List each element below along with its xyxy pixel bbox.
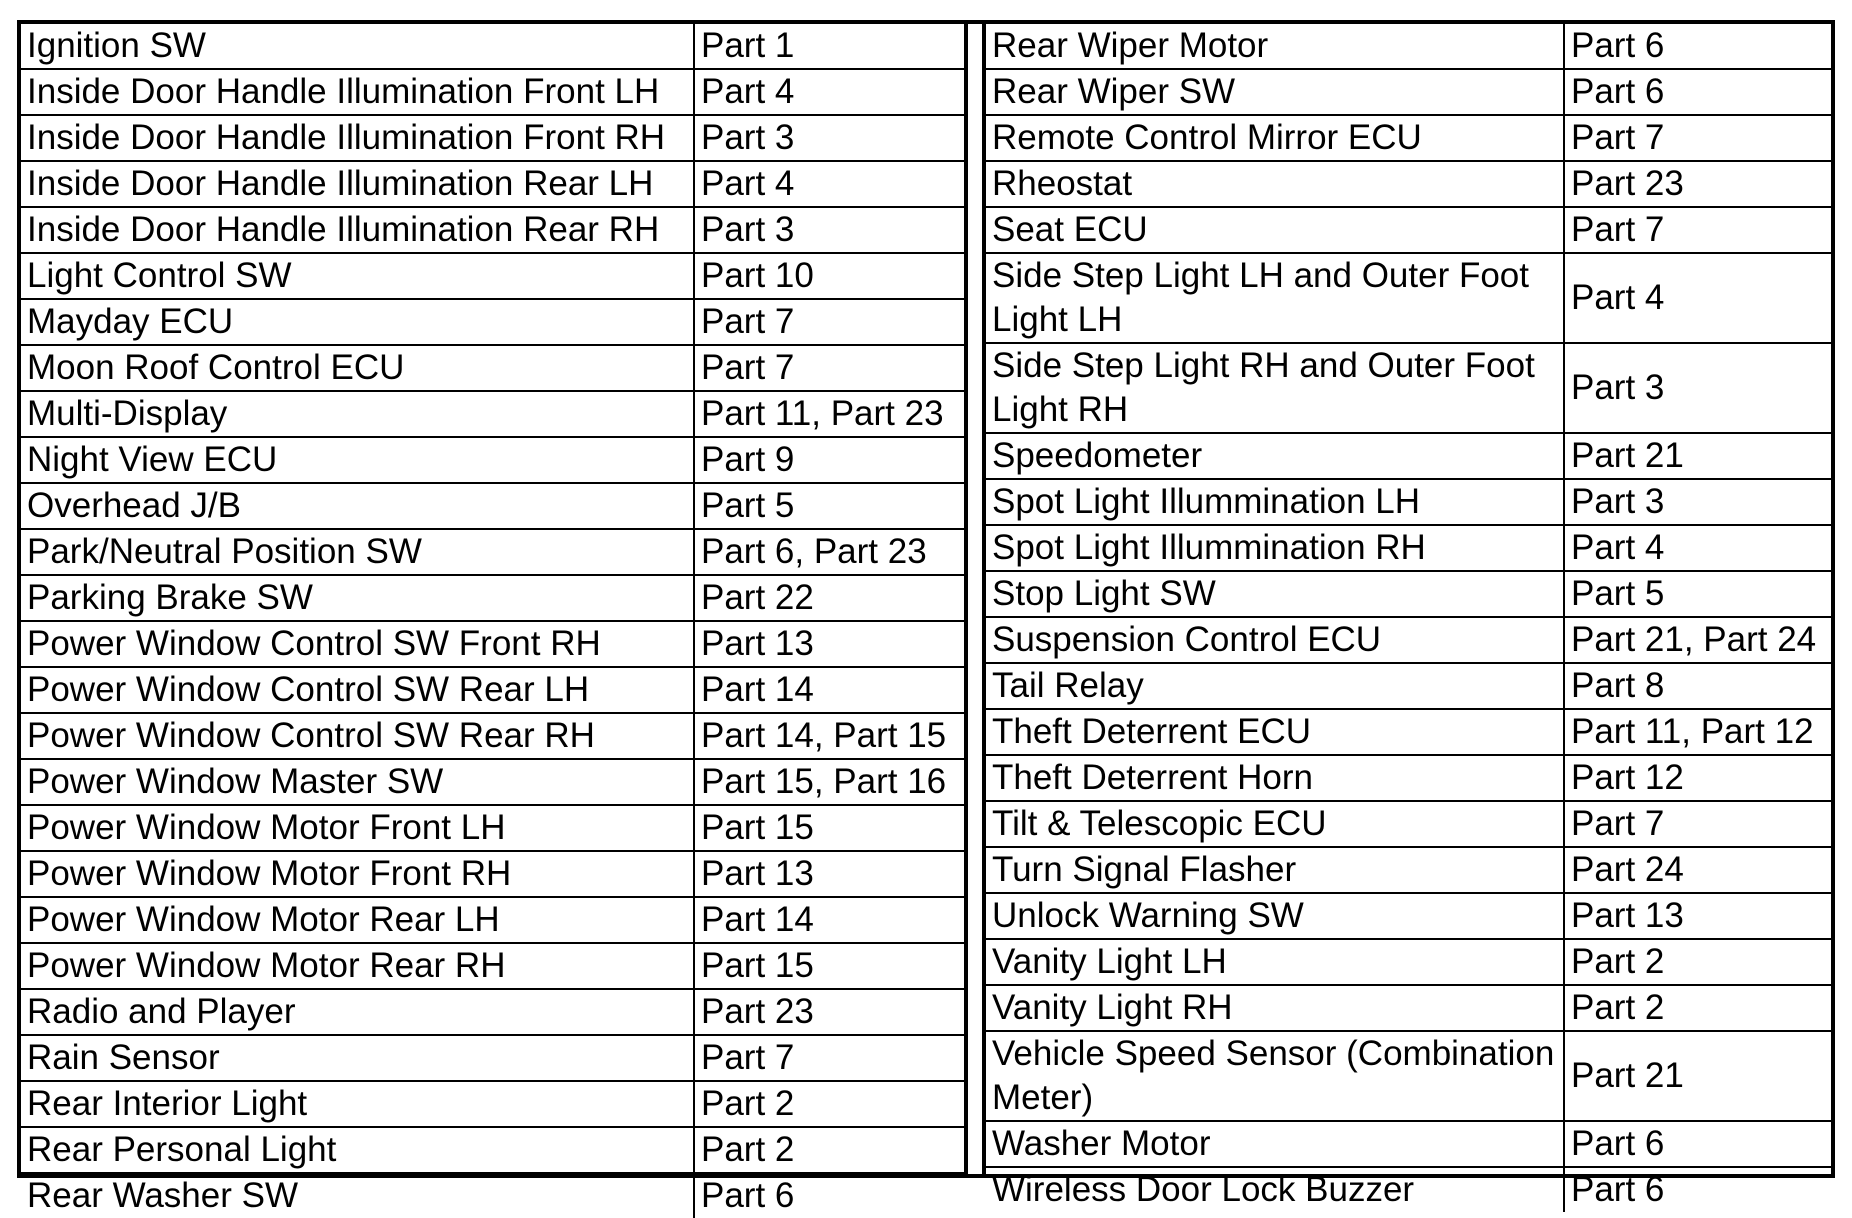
- component-name-cell: Inside Door Handle Illumination Rear LH: [21, 161, 694, 207]
- part-location-cell: Part 14: [694, 897, 964, 943]
- component-name-cell: Power Window Control SW Rear LH: [21, 667, 694, 713]
- part-location-cell: Part 13: [1564, 893, 1831, 939]
- component-name-cell: Power Window Motor Rear RH: [21, 943, 694, 989]
- part-location-cell: Part 3: [1564, 479, 1831, 525]
- table-row: [986, 343, 1831, 433]
- part-location-cell: Part 23: [1564, 161, 1831, 207]
- part-location-cell: Part 7: [694, 345, 964, 391]
- component-name-cell: Tail Relay: [986, 663, 1564, 709]
- table-row: [21, 575, 964, 621]
- part-location-cell: Part 8: [1564, 663, 1831, 709]
- part-location-cell: Part 23: [694, 989, 964, 1035]
- component-name-cell: Mayday ECU: [21, 299, 694, 345]
- component-name-cell: Rear Interior Light: [21, 1081, 694, 1127]
- table-row: [986, 617, 1831, 663]
- component-name-cell: Power Window Control SW Rear RH: [21, 713, 694, 759]
- part-location-cell: Part 21: [1564, 1031, 1831, 1121]
- component-name-cell: Washer Motor: [986, 1121, 1564, 1167]
- part-location-cell: Part 6: [1564, 24, 1831, 69]
- part-location-cell: Part 11, Part 23: [694, 391, 964, 437]
- component-name-cell: Rear Washer SW: [21, 1173, 694, 1218]
- table-row: [21, 851, 964, 897]
- part-location-cell: Part 7: [1564, 801, 1831, 847]
- table-row: [21, 299, 964, 345]
- part-location-cell: Part 2: [1564, 939, 1831, 985]
- component-name-cell: Power Window Control SW Front RH: [21, 621, 694, 667]
- component-name-cell: Rheostat: [986, 161, 1564, 207]
- component-name-cell: Rain Sensor: [21, 1035, 694, 1081]
- component-name-cell: Power Window Motor Front LH: [21, 805, 694, 851]
- table-row: [986, 433, 1831, 479]
- part-location-cell: Part 5: [1564, 571, 1831, 617]
- part-location-cell: Part 4: [1564, 253, 1831, 343]
- component-name-cell: Vanity Light RH: [986, 985, 1564, 1031]
- left-table-body: [21, 24, 964, 1218]
- table-row: [21, 1127, 964, 1173]
- part-location-cell: Part 2: [694, 1081, 964, 1127]
- component-name-cell: Moon Roof Control ECU: [21, 345, 694, 391]
- component-name-cell: Remote Control Mirror ECU: [986, 115, 1564, 161]
- table-row: [986, 1167, 1831, 1212]
- table-row: [986, 893, 1831, 939]
- component-name-cell: Stop Light SW: [986, 571, 1564, 617]
- table-row: [986, 801, 1831, 847]
- component-name-cell: Theft Deterrent ECU: [986, 709, 1564, 755]
- table-row: [21, 391, 964, 437]
- part-location-cell: Part 3: [694, 207, 964, 253]
- part-location-cell: Part 14, Part 15: [694, 713, 964, 759]
- part-location-cell: Part 4: [1564, 525, 1831, 571]
- component-name-cell: Tilt & Telescopic ECU: [986, 801, 1564, 847]
- table-row: [21, 759, 964, 805]
- right-table-body: [986, 24, 1831, 1212]
- column-divider: [964, 24, 986, 1174]
- part-location-cell: Part 24: [1564, 847, 1831, 893]
- part-location-cell: Part 22: [694, 575, 964, 621]
- component-name-cell: Rear Personal Light: [21, 1127, 694, 1173]
- table-row: [21, 1035, 964, 1081]
- table-row: [986, 24, 1831, 69]
- component-name-cell: Rear Wiper Motor: [986, 24, 1564, 69]
- part-location-cell: Part 3: [694, 115, 964, 161]
- component-name-cell: Overhead J/B: [21, 483, 694, 529]
- table-row: [986, 525, 1831, 571]
- table-row: [986, 709, 1831, 755]
- component-name-cell: Turn Signal Flasher: [986, 847, 1564, 893]
- component-name-cell: Spot Light Illummination LH: [986, 479, 1564, 525]
- table-row: [986, 115, 1831, 161]
- component-name-cell: Radio and Player: [21, 989, 694, 1035]
- component-name-cell: Night View ECU: [21, 437, 694, 483]
- table-row: [21, 805, 964, 851]
- table-row: [986, 663, 1831, 709]
- table-row: [21, 253, 964, 299]
- table-row: [21, 69, 964, 115]
- component-name-cell: Side Step Light RH and Outer Foot Light RH: [986, 343, 1564, 433]
- component-name-cell: Theft Deterrent Horn: [986, 755, 1564, 801]
- part-location-cell: Part 6, Part 23: [694, 529, 964, 575]
- part-location-cell: Part 13: [694, 851, 964, 897]
- table-row: [21, 621, 964, 667]
- component-name-cell: Side Step Light LH and Outer Foot Light LH: [986, 253, 1564, 343]
- part-location-cell: Part 6: [694, 1173, 964, 1218]
- component-name-cell: Spot Light Illummination RH: [986, 525, 1564, 571]
- part-location-cell: Part 11, Part 12: [1564, 709, 1831, 755]
- part-location-cell: Part 12: [1564, 755, 1831, 801]
- part-location-cell: Part 3: [1564, 343, 1831, 433]
- part-location-cell: Part 5: [694, 483, 964, 529]
- part-location-cell: Part 15, Part 16: [694, 759, 964, 805]
- part-location-cell: Part 7: [694, 299, 964, 345]
- table-row: [986, 69, 1831, 115]
- component-name-cell: Unlock Warning SW: [986, 893, 1564, 939]
- table-row: [21, 24, 964, 69]
- table-row: [986, 479, 1831, 525]
- component-name-cell: Inside Door Handle Illumination Front RH: [21, 115, 694, 161]
- part-location-cell: Part 9: [694, 437, 964, 483]
- component-name-cell: Light Control SW: [21, 253, 694, 299]
- part-location-cell: Part 4: [694, 161, 964, 207]
- table-row: [986, 1031, 1831, 1121]
- table-row: [986, 755, 1831, 801]
- part-location-cell: Part 7: [1564, 207, 1831, 253]
- component-name-cell: Power Window Master SW: [21, 759, 694, 805]
- component-name-cell: Multi-Display: [21, 391, 694, 437]
- table-row: [21, 989, 964, 1035]
- table-row: [21, 161, 964, 207]
- table-row: [21, 1173, 964, 1218]
- table-row: [986, 161, 1831, 207]
- table-row: [21, 345, 964, 391]
- component-name-cell: Parking Brake SW: [21, 575, 694, 621]
- left-column-table: [21, 24, 964, 1218]
- table-row: [21, 437, 964, 483]
- part-location-cell: Part 14: [694, 667, 964, 713]
- component-name-cell: Power Window Motor Rear LH: [21, 897, 694, 943]
- part-location-cell: Part 21, Part 24: [1564, 617, 1831, 663]
- component-name-cell: Power Window Motor Front RH: [21, 851, 694, 897]
- table-row: [21, 115, 964, 161]
- part-location-cell: Part 4: [694, 69, 964, 115]
- table-row: [986, 939, 1831, 985]
- part-location-cell: Part 15: [694, 943, 964, 989]
- table-row: [21, 529, 964, 575]
- component-name-cell: Seat ECU: [986, 207, 1564, 253]
- component-name-cell: Speedometer: [986, 433, 1564, 479]
- component-name-cell: Park/Neutral Position SW: [21, 529, 694, 575]
- component-location-table: [17, 20, 1835, 1215]
- component-name-cell: Vanity Light LH: [986, 939, 1564, 985]
- component-name-cell: Vehicle Speed Sensor (Combination Meter): [986, 1031, 1564, 1121]
- part-location-cell: Part 6: [1564, 69, 1831, 115]
- table-row: [986, 847, 1831, 893]
- part-location-cell: Part 15: [694, 805, 964, 851]
- component-name-cell: Ignition SW: [21, 24, 694, 69]
- table-row: [21, 207, 964, 253]
- table-row: [21, 897, 964, 943]
- component-name-cell: Rear Wiper SW: [986, 69, 1564, 115]
- right-column-table: [986, 24, 1831, 1212]
- part-location-cell: Part 2: [1564, 985, 1831, 1031]
- table-row: [21, 667, 964, 713]
- component-name-cell: Inside Door Handle Illumination Front LH: [21, 69, 694, 115]
- part-location-cell: Part 21: [1564, 433, 1831, 479]
- table-row: [986, 571, 1831, 617]
- part-location-cell: Part 1: [694, 24, 964, 69]
- table-row: [21, 943, 964, 989]
- table-row: [21, 713, 964, 759]
- table-row: [986, 985, 1831, 1031]
- table-row: [986, 1121, 1831, 1167]
- table-row: [986, 253, 1831, 343]
- component-name-cell: Suspension Control ECU: [986, 617, 1564, 663]
- table-row: [21, 483, 964, 529]
- part-location-cell: Part 2: [694, 1127, 964, 1173]
- component-name-cell: Inside Door Handle Illumination Rear RH: [21, 207, 694, 253]
- part-location-cell: Part 13: [694, 621, 964, 667]
- part-location-cell: Part 10: [694, 253, 964, 299]
- part-location-cell: Part 7: [1564, 115, 1831, 161]
- part-location-cell: Part 7: [694, 1035, 964, 1081]
- component-name-cell: Wireless Door Lock Buzzer: [986, 1167, 1564, 1212]
- part-location-cell: Part 6: [1564, 1121, 1831, 1167]
- table-row: [986, 207, 1831, 253]
- table-row: [21, 1081, 964, 1127]
- part-location-cell: Part 6: [1564, 1167, 1831, 1212]
